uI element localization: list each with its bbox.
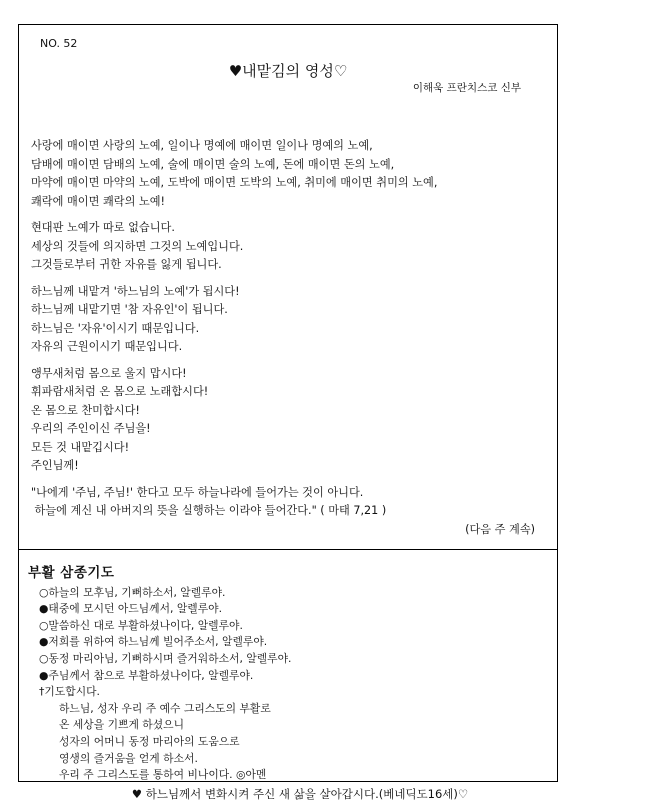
text-line: 하느님께 내맡기면 '참 자유인'이 됩니다. xyxy=(31,303,228,316)
text-line: 하느님은 '자유'이시기 때문입니다. xyxy=(31,321,200,335)
section-divider xyxy=(19,549,557,550)
page-title: ♥내맡김의 영성♡ xyxy=(228,62,348,80)
text-line: 쾌락에 매이면 쾌락의 노예! xyxy=(31,194,166,208)
text-line: 사랑에 매이면 사랑의 노예, 일이나 명예에 매이면 일이나 명예의 노예, xyxy=(31,139,373,152)
text-line: 현대판 노예가 따로 없습니다. xyxy=(31,221,175,234)
prayer-body xyxy=(28,701,548,784)
prayer-section xyxy=(28,565,548,784)
text-line: 휘파람새처럼 온 몸으로 노래합시다! xyxy=(31,385,209,398)
text-line: 우리의 주인이신 주님을! xyxy=(31,422,151,435)
prayer-line: ○동정 마리아님, 기뻐하시며 즐거워하소서, 알렐루야. xyxy=(39,651,292,665)
prayer-line: ○말씀하신 대로 부활하셨나이다, 알렐루야. xyxy=(39,618,243,632)
paragraph xyxy=(31,365,551,476)
text-line: 담배에 매이면 담배의 노예, 술에 매이면 술의 노예, 돈에 매이면 돈의 노예, xyxy=(31,157,395,171)
prayer-body-line: 온 세상을 기쁘게 하셨으니 xyxy=(59,718,185,732)
prayer-line: †기도합시다. xyxy=(39,685,100,699)
prayer-line: ○하늘의 모후님, 기뻐하소서, 알렐루야. xyxy=(39,585,226,599)
footer-text: ♥ 하느님께서 변화시켜 주신 새 삶을 살아갑시다.(베네딕도16세)♡ xyxy=(131,787,469,801)
paragraph xyxy=(31,137,551,211)
text-line: 마약에 매이면 마약의 노예, 도박에 매이면 도박의 노예, 취미에 매이면 취미의 노예, xyxy=(31,176,438,189)
paragraph xyxy=(31,283,551,357)
author: 이해욱 프란치스코 신부 xyxy=(412,82,521,94)
reflection-body xyxy=(31,137,551,539)
page-frame xyxy=(18,24,558,782)
prayer-line: ●저희를 위하여 하느님께 빌어주소서, 알렐루야. xyxy=(39,635,268,649)
text-line: 주인님께! xyxy=(31,459,79,472)
text-line: 앵무새처럼 몸으로 울지 맙시다! xyxy=(31,366,187,380)
prayer-line: ●태중에 모시던 아드님께서, 알렐루야. xyxy=(39,602,223,616)
text-line: "나에게 '주님, 주님!' 한다고 모두 하늘나라에 들어가는 것이 아니다. xyxy=(31,485,364,499)
issue-number: NO. 52 xyxy=(40,37,78,50)
text-line: 그것들로부터 귀한 자유를 잃게 됩니다. xyxy=(31,258,222,271)
scripture-quote xyxy=(31,484,551,521)
text-line: 온 몸으로 찬미합시다! xyxy=(31,403,140,417)
prayer-title: 부활 삼종기도 xyxy=(28,565,115,581)
text-line: 자유의 근원이시기 때문입니다. xyxy=(31,340,183,353)
text-line: 세상의 것들에 의지하면 그것의 노예입니다. xyxy=(31,239,244,253)
prayer-body-line: 영생의 즐거움을 얻게 하소서. xyxy=(59,751,198,765)
text-line: 하늘에 계신 내 아버지의 뜻을 실행하는 이라야 들어간다." ( 마태 7,21 ) xyxy=(31,504,387,517)
paragraph xyxy=(31,219,551,275)
prayer-body-line: 우리 주 그리스도를 통하여 비나이다. ◎아멘 xyxy=(59,768,267,782)
text-line: 하느님께 내맡겨 '하느님의 노예'가 됩시다! xyxy=(31,284,240,298)
continued-note: (다음 주 계속) xyxy=(465,522,535,536)
prayer-body-line: 성자의 어머니 동정 마리아의 도움으로 xyxy=(59,734,240,748)
prayer-body-line: 하느님, 성자 우리 주 예수 그리스도의 부활로 xyxy=(59,701,271,715)
prayer-line: ●주님께서 참으로 부활하셨나이다, 알렐루야. xyxy=(39,668,254,682)
text-line: 모든 것 내맡깁시다! xyxy=(31,440,130,454)
